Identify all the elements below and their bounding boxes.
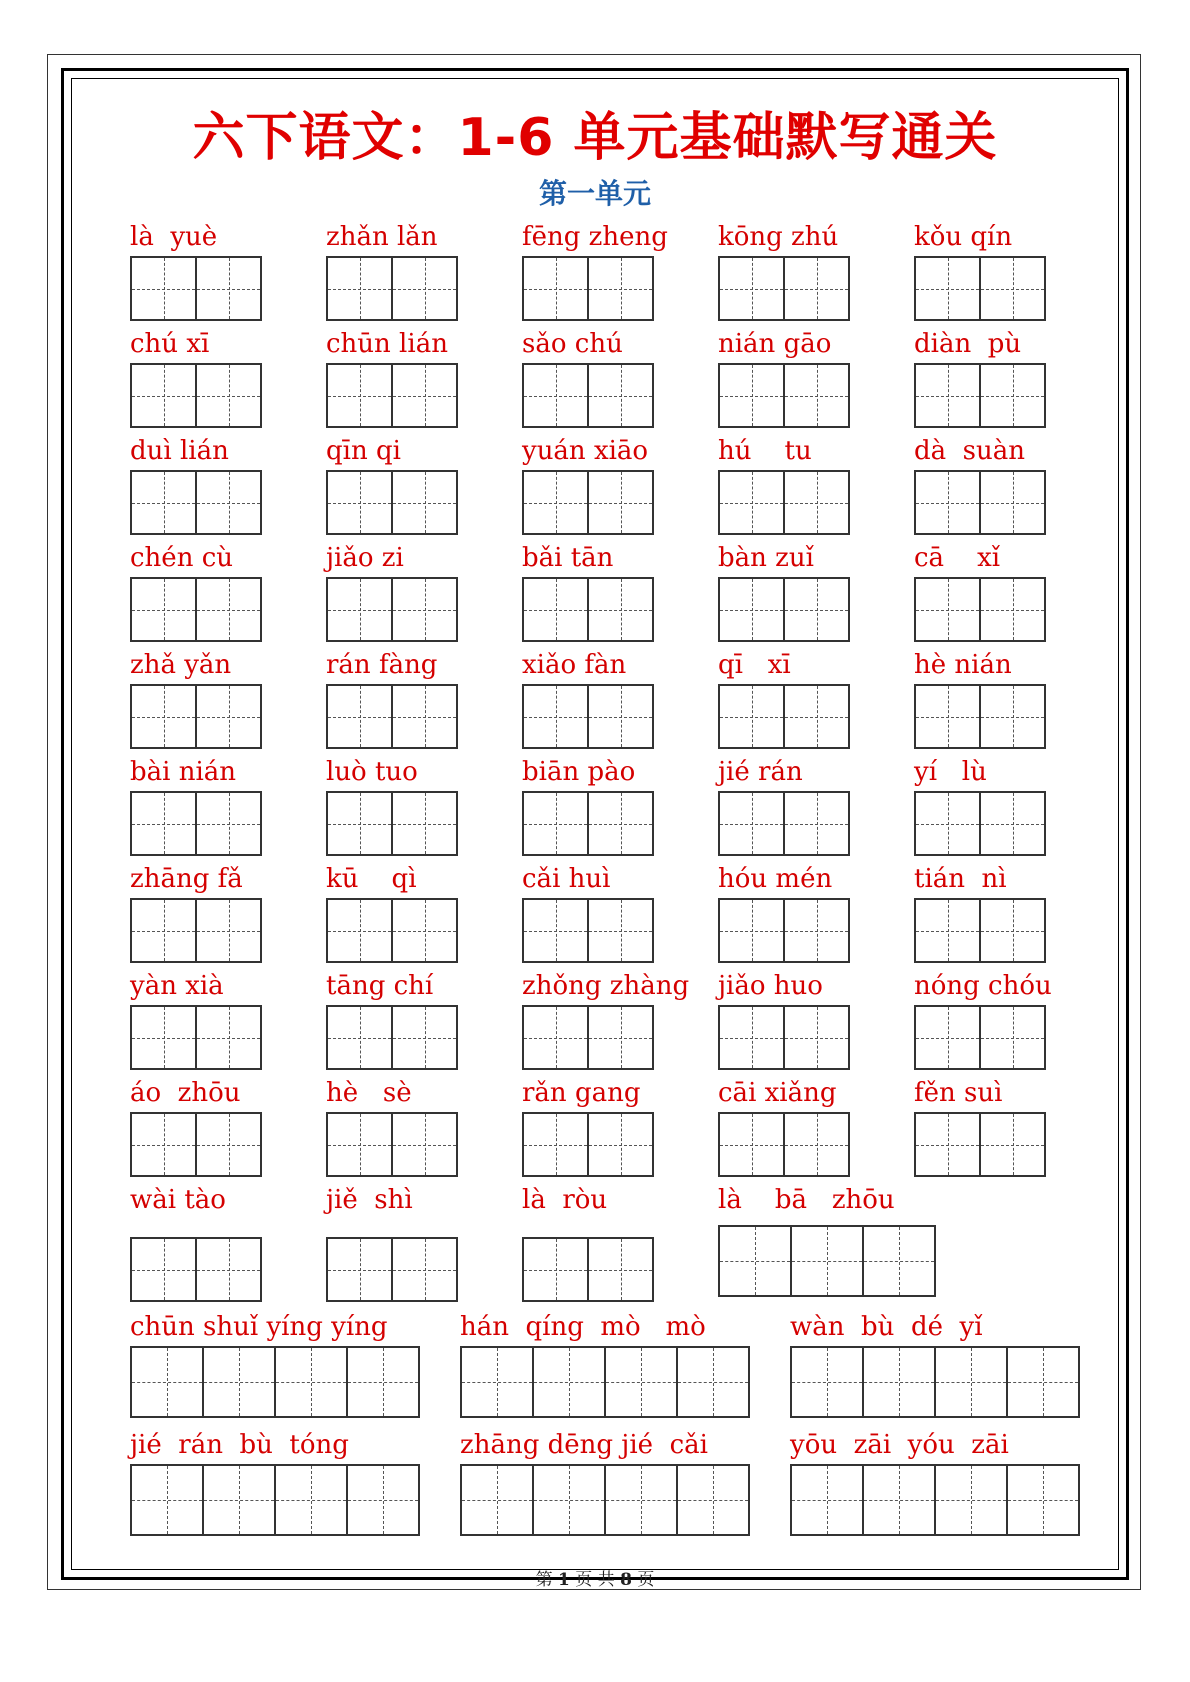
- writing-cell[interactable]: [328, 1007, 391, 1068]
- pinyin-prompt: hè nián: [914, 650, 1012, 680]
- writing-grid[interactable]: [326, 1237, 458, 1302]
- writing-cell[interactable]: [195, 686, 260, 747]
- pinyin-prompt: yōu zāi yóu zāi: [790, 1430, 1009, 1460]
- pinyin-prompt: zhǎn lǎn: [326, 222, 438, 252]
- writing-grid[interactable]: [326, 363, 458, 428]
- writing-cell[interactable]: [720, 793, 783, 854]
- worksheet-title: 六下语文：1-6 单元基础默写通关: [192, 108, 998, 168]
- writing-cell[interactable]: [792, 1466, 862, 1534]
- pinyin-prompt: qī xī: [718, 650, 791, 680]
- writing-cell[interactable]: [783, 365, 848, 426]
- pinyin-prompt: xiǎo fàn: [522, 650, 627, 680]
- writing-cell[interactable]: [783, 1114, 848, 1175]
- pinyin-prompt: chūn shuǐ yíng yíng: [130, 1312, 388, 1342]
- writing-cell[interactable]: [720, 365, 783, 426]
- writing-grid[interactable]: [522, 1005, 654, 1070]
- writing-grid[interactable]: [914, 684, 1046, 749]
- writing-cell[interactable]: [783, 686, 848, 747]
- pinyin-prompt: bàn zuǐ: [718, 543, 814, 573]
- writing-cell[interactable]: [979, 900, 1044, 961]
- writing-cell[interactable]: [328, 365, 391, 426]
- footer-suffix: 页: [637, 1570, 655, 1590]
- pinyin-prompt: jié rán: [718, 757, 803, 787]
- writing-cell[interactable]: [524, 579, 587, 640]
- writing-cell[interactable]: [783, 579, 848, 640]
- writing-grid[interactable]: [914, 577, 1046, 642]
- writing-cell[interactable]: [524, 686, 587, 747]
- writing-cell[interactable]: [532, 1466, 604, 1534]
- writing-grid[interactable]: [718, 791, 850, 856]
- writing-grid[interactable]: [914, 256, 1046, 321]
- writing-cell[interactable]: [391, 365, 456, 426]
- writing-cell[interactable]: [524, 1239, 587, 1300]
- pinyin-prompt: áo zhōu: [130, 1078, 241, 1108]
- writing-cell[interactable]: [195, 900, 260, 961]
- pinyin-prompt: hè sè: [326, 1078, 412, 1108]
- writing-grid[interactable]: [522, 1237, 654, 1302]
- writing-grid[interactable]: [130, 1464, 420, 1536]
- writing-cell[interactable]: [979, 365, 1044, 426]
- writing-cell[interactable]: [524, 900, 587, 961]
- writing-cell[interactable]: [391, 472, 456, 533]
- writing-grid[interactable]: [718, 1005, 850, 1070]
- writing-cell[interactable]: [916, 900, 979, 961]
- writing-cell[interactable]: [346, 1466, 418, 1534]
- writing-grid[interactable]: [130, 684, 262, 749]
- writing-cell[interactable]: [587, 1007, 652, 1068]
- writing-cell[interactable]: [676, 1466, 748, 1534]
- pinyin-prompt: zhāng fǎ: [130, 864, 243, 894]
- writing-cell[interactable]: [328, 686, 391, 747]
- writing-cell[interactable]: [524, 793, 587, 854]
- writing-grid[interactable]: [718, 898, 850, 963]
- pinyin-prompt: chú xī: [130, 329, 210, 359]
- writing-cell[interactable]: [720, 900, 783, 961]
- writing-cell[interactable]: [676, 1348, 748, 1416]
- footer-prefix: 第: [535, 1570, 553, 1590]
- writing-grid[interactable]: [130, 256, 262, 321]
- writing-cell[interactable]: [328, 579, 391, 640]
- writing-cell[interactable]: [587, 365, 652, 426]
- pinyin-prompt: chén cù: [130, 543, 234, 573]
- pinyin-prompt: tián nì: [914, 864, 1007, 894]
- writing-cell[interactable]: [195, 1114, 260, 1175]
- writing-cell[interactable]: [783, 900, 848, 961]
- pinyin-prompt: kū qì: [326, 864, 417, 894]
- writing-cell[interactable]: [132, 472, 195, 533]
- writing-cell[interactable]: [328, 1239, 391, 1300]
- writing-cell[interactable]: [587, 793, 652, 854]
- writing-cell[interactable]: [391, 686, 456, 747]
- writing-cell[interactable]: [720, 686, 783, 747]
- writing-cell[interactable]: [916, 472, 979, 533]
- writing-cell[interactable]: [462, 1466, 532, 1534]
- writing-grid[interactable]: [326, 470, 458, 535]
- writing-cell[interactable]: [132, 1348, 202, 1416]
- pinyin-prompt: fēng zheng: [522, 222, 668, 252]
- writing-grid[interactable]: [914, 898, 1046, 963]
- writing-cell[interactable]: [346, 1348, 418, 1416]
- writing-cell[interactable]: [783, 258, 848, 319]
- writing-cell[interactable]: [328, 793, 391, 854]
- writing-cell[interactable]: [132, 900, 195, 961]
- pinyin-prompt: là bā zhōu: [718, 1185, 895, 1215]
- writing-cell[interactable]: [202, 1348, 274, 1416]
- pinyin-prompt: nóng chóu: [914, 971, 1052, 1001]
- writing-grid[interactable]: [790, 1464, 1080, 1536]
- writing-grid[interactable]: [326, 577, 458, 642]
- writing-cell[interactable]: [916, 793, 979, 854]
- pinyin-prompt: kǒu qín: [914, 222, 1013, 252]
- writing-grid[interactable]: [130, 1005, 262, 1070]
- pinyin-prompt: zhǎ yǎn: [130, 650, 232, 680]
- pinyin-prompt: diàn pù: [914, 329, 1022, 359]
- pinyin-prompt: kōng zhú: [718, 222, 839, 252]
- writing-cell[interactable]: [790, 1227, 862, 1295]
- writing-cell[interactable]: [132, 1466, 202, 1534]
- writing-grid[interactable]: [522, 256, 654, 321]
- writing-cell[interactable]: [720, 1114, 783, 1175]
- writing-grid[interactable]: [718, 1225, 936, 1297]
- writing-cell[interactable]: [132, 258, 195, 319]
- pinyin-prompt: biān pào: [522, 757, 636, 787]
- writing-cell[interactable]: [132, 1114, 195, 1175]
- writing-cell[interactable]: [587, 472, 652, 533]
- writing-cell[interactable]: [524, 1114, 587, 1175]
- pinyin-prompt: cā xǐ: [914, 543, 1001, 573]
- footer-total-pages: 8: [620, 1570, 632, 1590]
- writing-cell[interactable]: [783, 1007, 848, 1068]
- writing-cell[interactable]: [979, 258, 1044, 319]
- pinyin-prompt: chūn lián: [326, 329, 448, 359]
- writing-cell[interactable]: [587, 1114, 652, 1175]
- writing-grid[interactable]: [326, 1005, 458, 1070]
- writing-grid[interactable]: [130, 577, 262, 642]
- writing-cell[interactable]: [132, 686, 195, 747]
- writing-cell[interactable]: [532, 1348, 604, 1416]
- writing-grid[interactable]: [460, 1346, 750, 1418]
- pinyin-prompt: sǎo chú: [522, 329, 623, 359]
- writing-cell[interactable]: [391, 1239, 456, 1300]
- writing-cell[interactable]: [720, 472, 783, 533]
- writing-grid[interactable]: [718, 470, 850, 535]
- writing-cell[interactable]: [604, 1348, 676, 1416]
- pinyin-prompt: hóu mén: [718, 864, 833, 894]
- writing-cell[interactable]: [524, 365, 587, 426]
- pinyin-prompt: yí lù: [914, 757, 987, 787]
- writing-grid[interactable]: [130, 363, 262, 428]
- writing-cell[interactable]: [202, 1466, 274, 1534]
- writing-grid[interactable]: [326, 791, 458, 856]
- pinyin-prompt: cǎi huì: [522, 864, 611, 894]
- writing-grid[interactable]: [130, 1112, 262, 1177]
- pinyin-prompt: jié rán bù tóng: [130, 1430, 349, 1460]
- writing-grid[interactable]: [522, 1112, 654, 1177]
- writing-grid[interactable]: [326, 256, 458, 321]
- writing-grid[interactable]: [130, 470, 262, 535]
- writing-cell[interactable]: [462, 1348, 532, 1416]
- pinyin-prompt: hú tu: [718, 436, 812, 466]
- unit-heading: 第一单元: [538, 177, 651, 210]
- pinyin-prompt: wàn bù dé yǐ: [790, 1312, 983, 1342]
- pinyin-prompt: jiě shì: [326, 1185, 413, 1215]
- writing-cell[interactable]: [1006, 1348, 1078, 1416]
- writing-cell[interactable]: [391, 1114, 456, 1175]
- writing-cell[interactable]: [862, 1466, 934, 1534]
- pinyin-prompt: wài tào: [130, 1185, 226, 1215]
- pinyin-prompt: cāi xiǎng: [718, 1078, 837, 1108]
- writing-cell[interactable]: [328, 1114, 391, 1175]
- writing-cell[interactable]: [587, 258, 652, 319]
- writing-grid[interactable]: [326, 684, 458, 749]
- writing-cell[interactable]: [862, 1348, 934, 1416]
- writing-grid[interactable]: [914, 791, 1046, 856]
- writing-grid[interactable]: [522, 363, 654, 428]
- writing-grid[interactable]: [914, 363, 1046, 428]
- pinyin-prompt: yàn xià: [130, 971, 224, 1001]
- writing-cell[interactable]: [274, 1466, 346, 1534]
- writing-cell[interactable]: [328, 900, 391, 961]
- writing-grid[interactable]: [326, 898, 458, 963]
- writing-grid[interactable]: [130, 791, 262, 856]
- writing-cell[interactable]: [934, 1466, 1006, 1534]
- writing-cell[interactable]: [720, 258, 783, 319]
- writing-cell[interactable]: [979, 1114, 1044, 1175]
- writing-grid[interactable]: [718, 363, 850, 428]
- writing-cell[interactable]: [132, 579, 195, 640]
- writing-cell[interactable]: [391, 900, 456, 961]
- writing-cell[interactable]: [979, 472, 1044, 533]
- writing-cell[interactable]: [132, 1239, 195, 1300]
- writing-grid[interactable]: [914, 1005, 1046, 1070]
- writing-grid[interactable]: [914, 470, 1046, 535]
- writing-cell[interactable]: [391, 1007, 456, 1068]
- pinyin-prompt: bǎi tān: [522, 543, 614, 573]
- writing-cell[interactable]: [916, 365, 979, 426]
- writing-cell[interactable]: [792, 1348, 862, 1416]
- pinyin-prompt: jiǎo zi: [326, 543, 404, 573]
- writing-cell[interactable]: [587, 900, 652, 961]
- writing-cell[interactable]: [587, 686, 652, 747]
- writing-cell[interactable]: [916, 579, 979, 640]
- writing-cell[interactable]: [195, 1239, 260, 1300]
- writing-grid[interactable]: [522, 791, 654, 856]
- pinyin-prompt: qīn qi: [326, 436, 401, 466]
- writing-cell[interactable]: [916, 258, 979, 319]
- writing-grid[interactable]: [522, 684, 654, 749]
- writing-cell[interactable]: [132, 793, 195, 854]
- writing-cell[interactable]: [195, 579, 260, 640]
- writing-cell[interactable]: [979, 793, 1044, 854]
- writing-cell[interactable]: [274, 1348, 346, 1416]
- writing-grid[interactable]: [718, 256, 850, 321]
- pinyin-prompt: dà suàn: [914, 436, 1026, 466]
- page-footer: [0, 1565, 1190, 1590]
- pinyin-prompt: là ròu: [522, 1185, 608, 1215]
- pinyin-prompt: zhǒng zhàng: [522, 971, 690, 1001]
- writing-cell[interactable]: [195, 258, 260, 319]
- writing-cell[interactable]: [328, 472, 391, 533]
- writing-cell[interactable]: [862, 1227, 934, 1295]
- writing-cell[interactable]: [916, 1114, 979, 1175]
- writing-cell[interactable]: [916, 1007, 979, 1068]
- writing-grid[interactable]: [130, 1237, 262, 1302]
- writing-grid[interactable]: [718, 1112, 850, 1177]
- pinyin-prompt: luò tuo: [326, 757, 418, 787]
- writing-cell[interactable]: [587, 1239, 652, 1300]
- writing-cell[interactable]: [391, 579, 456, 640]
- pinyin-prompt: tāng chí: [326, 971, 434, 1001]
- writing-cell[interactable]: [328, 258, 391, 319]
- footer-middle: 页 共: [575, 1570, 615, 1590]
- writing-cell[interactable]: [524, 472, 587, 533]
- pinyin-prompt: yuán xiāo: [522, 436, 649, 466]
- writing-cell[interactable]: [587, 579, 652, 640]
- writing-grid[interactable]: [718, 577, 850, 642]
- pinyin-prompt: jiǎo huo: [718, 971, 823, 1001]
- writing-cell[interactable]: [195, 1007, 260, 1068]
- pinyin-prompt: nián gāo: [718, 329, 832, 359]
- pinyin-prompt: rǎn gang: [522, 1078, 641, 1108]
- writing-cell[interactable]: [979, 686, 1044, 747]
- writing-grid[interactable]: [522, 470, 654, 535]
- writing-cell[interactable]: [604, 1466, 676, 1534]
- footer-page-number: 1: [558, 1570, 570, 1590]
- writing-grid[interactable]: [326, 1112, 458, 1177]
- writing-grid[interactable]: [914, 1112, 1046, 1177]
- pinyin-prompt: duì lián: [130, 436, 229, 466]
- writing-grid[interactable]: [522, 898, 654, 963]
- writing-cell[interactable]: [132, 1007, 195, 1068]
- pinyin-prompt: zhāng dēng jié cǎi: [460, 1430, 708, 1460]
- pinyin-prompt: bài nián: [130, 757, 237, 787]
- writing-grid[interactable]: [460, 1464, 750, 1536]
- writing-cell[interactable]: [1006, 1466, 1078, 1534]
- writing-cell[interactable]: [979, 1007, 1044, 1068]
- writing-grid[interactable]: [790, 1346, 1080, 1418]
- writing-cell[interactable]: [524, 258, 587, 319]
- writing-cell[interactable]: [720, 1227, 790, 1295]
- writing-cell[interactable]: [720, 579, 783, 640]
- writing-cell[interactable]: [720, 1007, 783, 1068]
- pinyin-prompt: hán qíng mò mò: [460, 1312, 706, 1342]
- pinyin-prompt: là yuè: [130, 222, 218, 252]
- writing-cell[interactable]: [195, 793, 260, 854]
- writing-cell[interactable]: [132, 365, 195, 426]
- writing-cell[interactable]: [524, 1007, 587, 1068]
- writing-grid[interactable]: [130, 1346, 420, 1418]
- writing-cell[interactable]: [979, 579, 1044, 640]
- writing-cell[interactable]: [195, 472, 260, 533]
- writing-cell[interactable]: [391, 258, 456, 319]
- writing-cell[interactable]: [916, 686, 979, 747]
- writing-cell[interactable]: [783, 793, 848, 854]
- writing-grid[interactable]: [130, 898, 262, 963]
- writing-cell[interactable]: [195, 365, 260, 426]
- pinyin-prompt: rán fàng: [326, 650, 438, 680]
- writing-grid[interactable]: [718, 684, 850, 749]
- pinyin-prompt: fěn suì: [914, 1078, 1003, 1108]
- writing-grid[interactable]: [522, 577, 654, 642]
- writing-cell[interactable]: [391, 793, 456, 854]
- writing-cell[interactable]: [934, 1348, 1006, 1416]
- writing-cell[interactable]: [783, 472, 848, 533]
